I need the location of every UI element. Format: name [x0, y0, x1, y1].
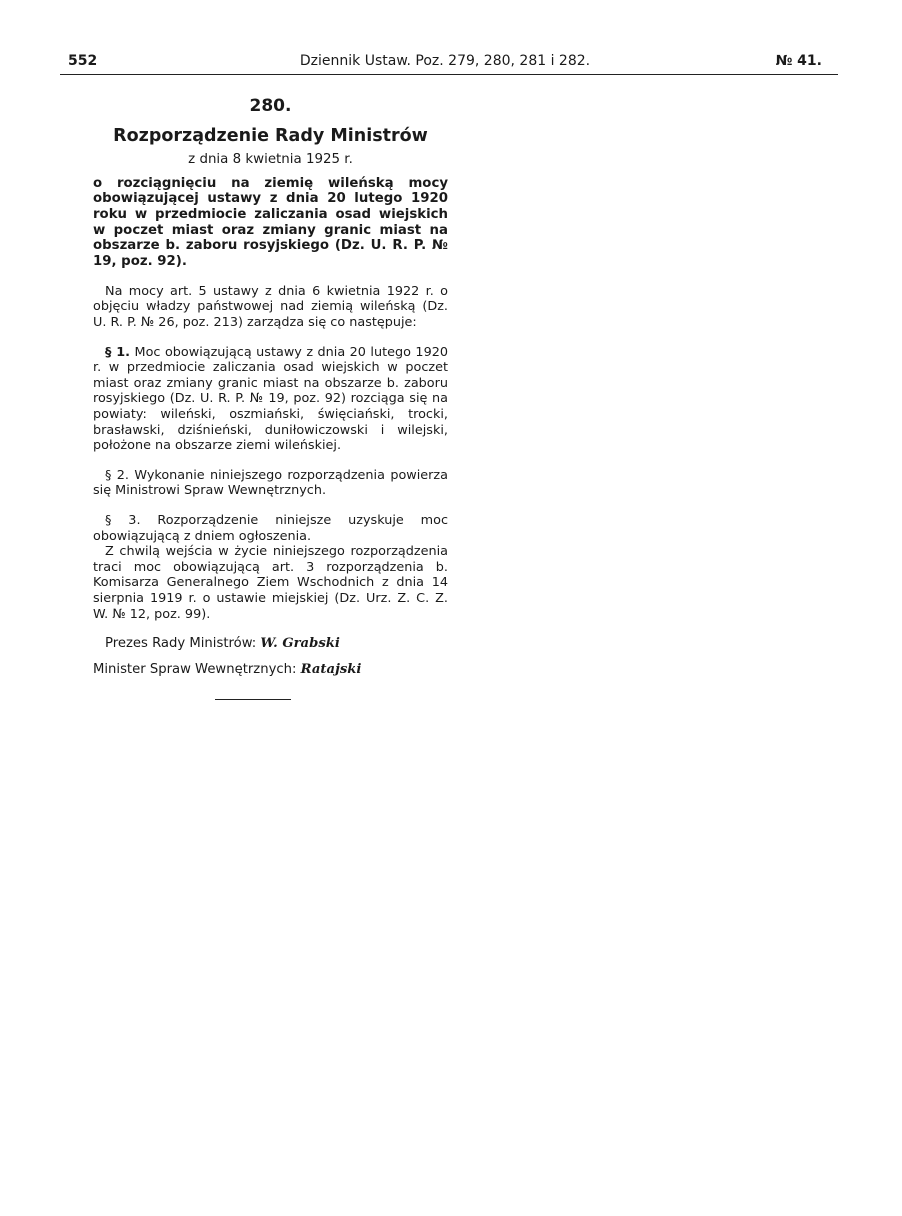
act-column: [93, 96, 448, 687]
section-1: [93, 345, 448, 454]
signature-name: Ratajski: [300, 661, 362, 677]
page-number: 552: [68, 53, 98, 69]
section-2-text: Wykonanie niniejszego rozporządzenia powierza się Ministrowi Spraw Wewnętrznych.: [93, 467, 448, 499]
act-subject: o rozciągnięciu na ziemię wileńską mocy obowiązującej ustawy z dnia 20 lutego 1920 roku w przedmiocie zaliczania osad wiejskich w poczet miast oraz zmiany granic miast na obszarze b. zaboru rosyjskiego (Dz. U. R. P. № 19, poz. 92).: [93, 175, 448, 270]
act-number: 280.: [249, 96, 292, 116]
header-divider: [60, 74, 838, 75]
preamble: Na mocy art. 5 ustawy z dnia 6 kwietnia 1922 r. o objęciu władzy państwowej nad ziemią wileńską (Dz. U. R. P. № 26, poz. 213) zarządza się co następuje:: [93, 283, 448, 330]
section-3-text: Rozporządzenie niniejsze uzyskuje moc obowiązującą z dniem ogłoszenia.: [93, 512, 448, 544]
act-date: z dnia 8 kwietnia 1925 r.: [188, 152, 353, 167]
section-3-label: § 3.: [105, 512, 141, 528]
signature-prime-minister: [93, 636, 448, 652]
running-title: Dziennik Ustaw. Poz. 279, 280, 281 i 282.: [299, 53, 591, 69]
section-2-label: § 2.: [105, 467, 129, 483]
section-1-text: Moc obowiązującą ustawy z dnia 20 lutego 1920 r. w przedmiocie zaliczania osad wiejskich w poczet miast oraz zmiany granic miast na obszarze b. zaboru rosyjskiego (Dz. U. R. P. № 19, poz. 92) rozciąga się na powiaty: wileński, oszmiański, święciański, trocki, brasławski, dziśnieński, duniłowiczowski i wilejski, położone na obszarze ziemi wileńskiej.: [93, 344, 448, 454]
act-title: Rozporządzenie Rady Ministrów: [113, 126, 428, 146]
page-header: [60, 48, 838, 72]
issue-number: № 41.: [775, 53, 822, 69]
signature-role: Prezes Rady Ministrów:: [105, 636, 257, 652]
end-divider: [215, 699, 291, 700]
signature-name: W. Grabski: [260, 636, 340, 652]
section-3: [93, 513, 448, 544]
signature-interior-minister: [93, 662, 448, 678]
section-1-label: § 1.: [105, 344, 131, 360]
closing-paragraph: Z chwilą wejścia w życie niniejszego rozporządzenia traci moc obowiązującą art. 3 rozporządzenia b. Komisarza Generalnego Ziem Wschodnich z dnia 14 sierpnia 1919 r. o ustawie miejskiej (Dz. Urz. Z. C. Z. W. № 12, poz. 99).: [93, 544, 448, 622]
section-2: [93, 468, 448, 499]
signature-role: Minister Spraw Wewnętrznych:: [93, 661, 297, 677]
